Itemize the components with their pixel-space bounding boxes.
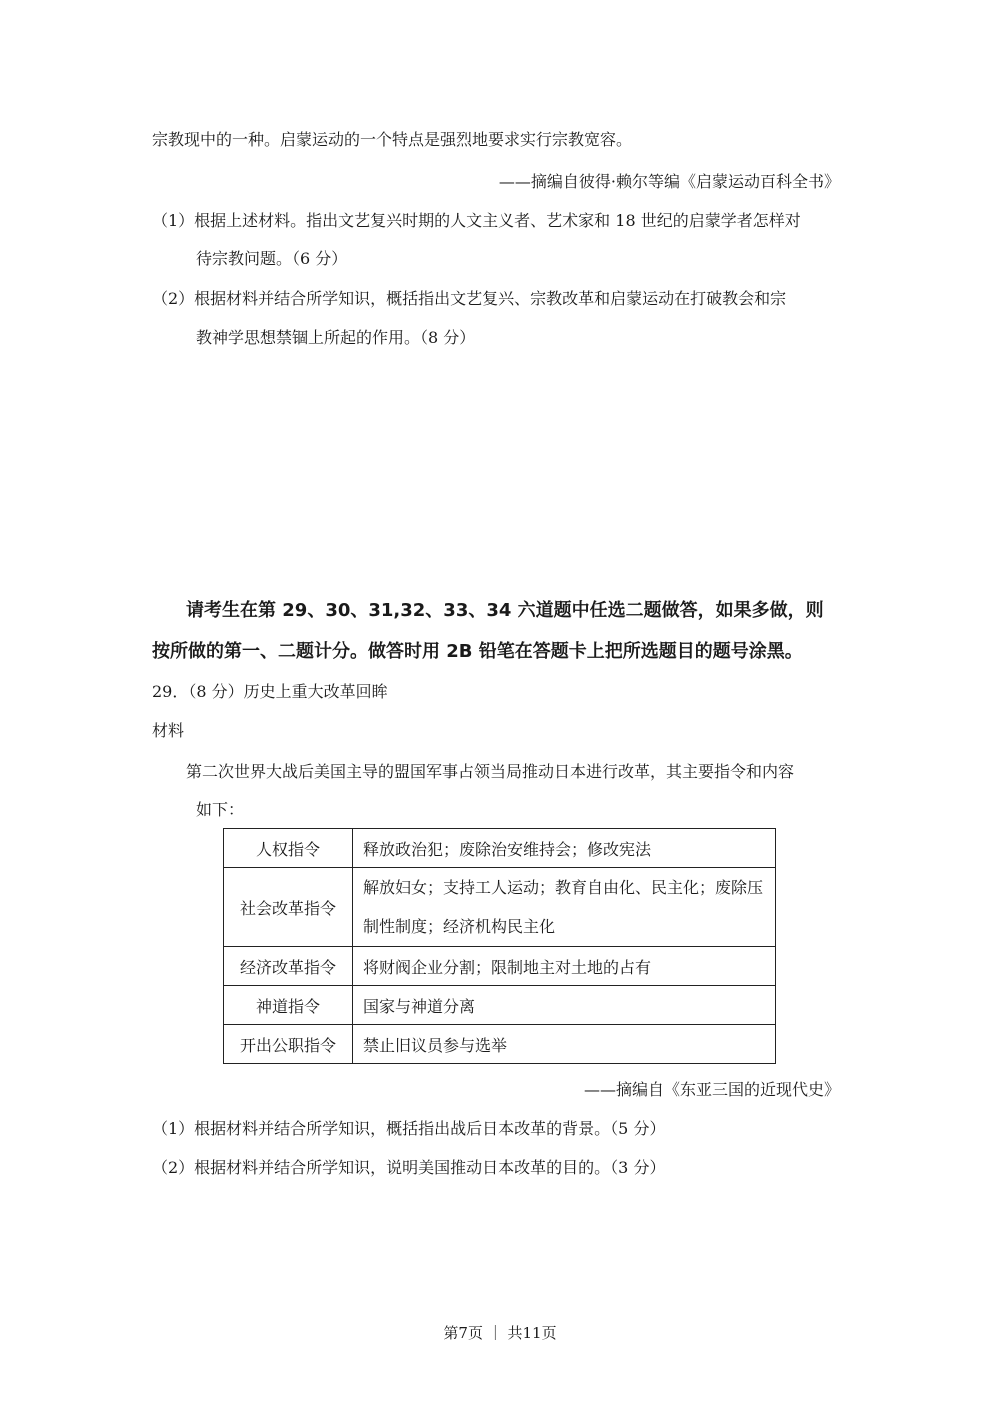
instructions-line1: 请考生在第 29、30、31,32、33、34 六道题中任选二题做答，如果多做，则 xyxy=(186,600,824,621)
page-number: 第7页 ｜ 共11页 xyxy=(443,1324,557,1342)
table-row xyxy=(224,947,776,986)
directive-name: 开出公职指令 xyxy=(224,1025,353,1064)
table-row xyxy=(224,1025,776,1064)
material-source: ——摘编自彼得·赖尔等编《启蒙运动百科全书》 xyxy=(498,172,840,191)
subquestion-2-line1: （2）根据材料并结合所学知识，概括指出文艺复兴、宗教改革和启蒙运动在打破教会和宗 xyxy=(152,289,787,308)
directive-content: 解放妇女；支持工人运动；教育自由化、民主化；废除压制性制度；经济机构民主化 xyxy=(353,868,776,947)
subquestion-1-line1: （1）根据上述材料。指出文艺复兴时期的人文主义者、艺术家和 18 世纪的启蒙学者怎样对 xyxy=(152,211,801,230)
directive-content: 将财阀企业分割；限制地主对土地的占有 xyxy=(353,947,776,986)
material-label: 材料 xyxy=(152,721,185,740)
question-29-intro-line1: 第二次世界大战后美国主导的盟国军事占领当局推动日本进行改革，其主要指令和内容 xyxy=(186,762,795,781)
question-29-title: 29．（8 分）历史上重大改革回眸 xyxy=(152,682,388,701)
table-source: ——摘编自《东亚三国的近现代史》 xyxy=(583,1080,840,1099)
reform-directives-table xyxy=(223,828,776,1064)
question-29-subquestion-2: （2）根据材料并结合所学知识，说明美国推动日本改革的目的。（3 分） xyxy=(152,1158,666,1177)
question-29-intro-line2: 如下： xyxy=(196,800,245,819)
table-row xyxy=(224,986,776,1025)
directive-content: 释放政治犯；废除治安维持会；修改宪法 xyxy=(353,829,776,868)
instructions-line2: 按所做的第一、二题计分。做答时用 2B 铅笔在答题卡上把所选题目的题号涂黑。 xyxy=(152,641,803,662)
table-row xyxy=(224,829,776,868)
subquestion-2-line2: 教神学思想禁锢上所起的作用。（8 分） xyxy=(196,328,476,347)
directive-name: 人权指令 xyxy=(224,829,353,868)
table-row xyxy=(224,868,776,947)
directive-name: 神道指令 xyxy=(224,986,353,1025)
material-tail-text: 宗教现中的一种。启蒙运动的一个特点是强烈地要求实行宗教宽容。 xyxy=(152,130,633,149)
directive-content: 国家与神道分离 xyxy=(353,986,776,1025)
directive-name: 经济改革指令 xyxy=(224,947,353,986)
directive-content: 禁止旧议员参与选举 xyxy=(353,1025,776,1064)
subquestion-1-line2: 待宗教问题。（6 分） xyxy=(196,249,348,268)
question-29-subquestion-1: （1）根据材料并结合所学知识，概括指出战后日本改革的背景。（5 分） xyxy=(152,1119,666,1138)
directive-name: 社会改革指令 xyxy=(224,868,353,947)
